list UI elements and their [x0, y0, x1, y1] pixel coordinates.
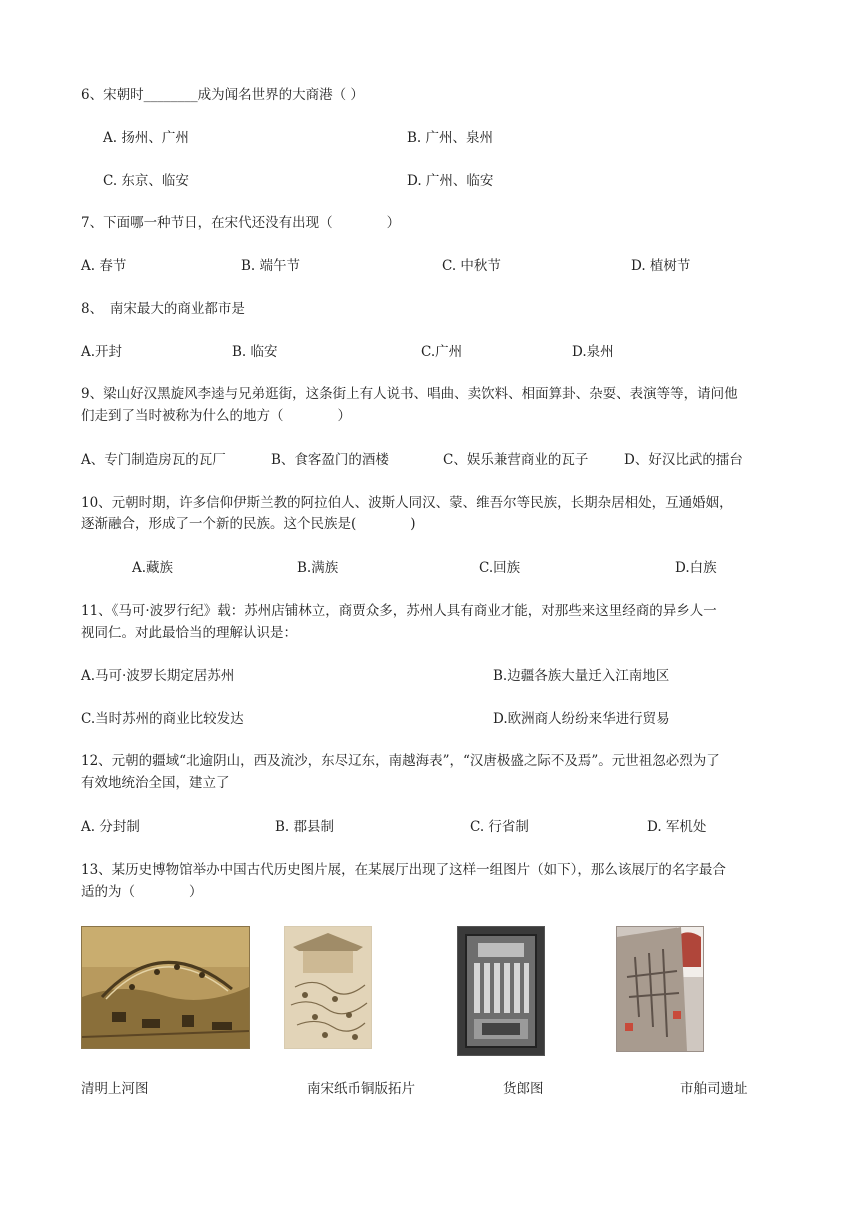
q11-option-b: B.边疆各族大量迁入江南地区 — [493, 668, 670, 684]
q6-option-c: C. 东京、临安 — [103, 173, 189, 189]
q7-stem: 7、下面哪一种节日，在宋代还没有出现（ ） — [81, 215, 401, 231]
q6-option-a: A. 扬州、广州 — [103, 130, 189, 146]
q7-option-a: A. 春节 — [81, 258, 127, 274]
qingming-scroll-image — [81, 926, 250, 1049]
caption-paper-money: 南宋纸币铜版拓片 — [307, 1081, 415, 1097]
q12-stem-line2: 有效地统治全国，建立了 — [81, 775, 230, 791]
q12-option-a: A. 分封制 — [81, 819, 140, 835]
peddler-image — [457, 926, 545, 1056]
q10-stem-line1: 10、元朝时期，许多信仰伊斯兰教的阿拉伯人、波斯人同汉、蒙、维吾尔等民族，长期杂居相处，互通婚姻， — [81, 495, 733, 511]
q13-stem-line1: 13、某历史博物馆举办中国古代历史图片展，在某展厅出现了这样一组图片（如下），那么该展厅的名字最合 — [81, 862, 726, 878]
q12-option-c: C. 行省制 — [470, 819, 529, 835]
q8-option-d: D.泉州 — [572, 344, 614, 360]
q7-option-c: C. 中秋节 — [442, 258, 501, 274]
q7-option-d: D. 植树节 — [631, 258, 691, 274]
maritime-office-ruins-image — [616, 926, 704, 1052]
q12-option-d: D. 军机处 — [647, 819, 707, 835]
q9-option-a: A、专门制造房瓦的瓦厂 — [81, 452, 226, 468]
q11-stem-line1: 11、《马可·波罗行纪》载：苏州店铺林立，商贾众多，苏州人具有商业才能，对那些来这里经商的异乡人一 — [81, 603, 717, 619]
q9-option-d: D、好汉比武的擂台 — [624, 452, 743, 468]
q11-stem-line2: 视同仁。对此最恰当的理解认识是： — [81, 625, 297, 641]
q6-option-d: D. 广州、临安 — [407, 173, 494, 189]
caption-peddler: 货郎图 — [503, 1081, 544, 1097]
q13-stem-line2: 适的为（ ） — [81, 884, 203, 900]
q9-stem-line1: 9、梁山好汉黑旋风李逵与兄弟逛街，这条街上有人说书、唱曲、卖饮料、相面算卦、杂耍、表演等等，请问他 — [81, 386, 738, 402]
q11-option-c: C.当时苏州的商业比较发达 — [81, 711, 244, 727]
paper-money-print-image — [284, 926, 372, 1049]
q10-option-d: D.白族 — [675, 560, 717, 576]
q11-option-a: A.马可·波罗长期定居苏州 — [81, 668, 235, 684]
q9-option-b: B、食客盈门的酒楼 — [271, 452, 389, 468]
q10-stem-line2: 逐渐融合，形成了一个新的民族。这个民族是( ) — [81, 516, 416, 532]
q10-option-a: A.藏族 — [132, 560, 174, 576]
q6-option-b: B. 广州、泉州 — [407, 130, 494, 146]
q9-option-c: C、娱乐兼营商业的瓦子 — [443, 452, 589, 468]
q10-option-c: C.回族 — [479, 560, 521, 576]
q11-option-d: D.欧洲商人纷纷来华进行贸易 — [493, 711, 670, 727]
q6-stem: 6、宋朝时________成为闻名世界的大商港（ ） — [81, 87, 364, 103]
q8-option-c: C.广州 — [421, 344, 463, 360]
q12-option-b: B. 郡县制 — [275, 819, 335, 835]
q8-stem: 8、 南宋最大的商业都市是 — [81, 301, 245, 317]
q8-option-b: B. 临安 — [232, 344, 278, 360]
q9-stem-line2: 们走到了当时被称为什么的地方（ ） — [81, 408, 351, 424]
q8-option-a: A.开封 — [81, 344, 123, 360]
caption-maritime-office: 市舶司遗址 — [680, 1081, 748, 1097]
caption-qingming: 清明上河图 — [81, 1081, 149, 1097]
q10-option-b: B.满族 — [297, 560, 339, 576]
q7-option-b: B. 端午节 — [241, 258, 301, 274]
q12-stem-line1: 12、元朝的疆域“北逾阴山，西及流沙，东尽辽东，南越海表”，“汉唐极盛之际不及焉”。元世祖忽必烈为了 — [81, 753, 720, 769]
